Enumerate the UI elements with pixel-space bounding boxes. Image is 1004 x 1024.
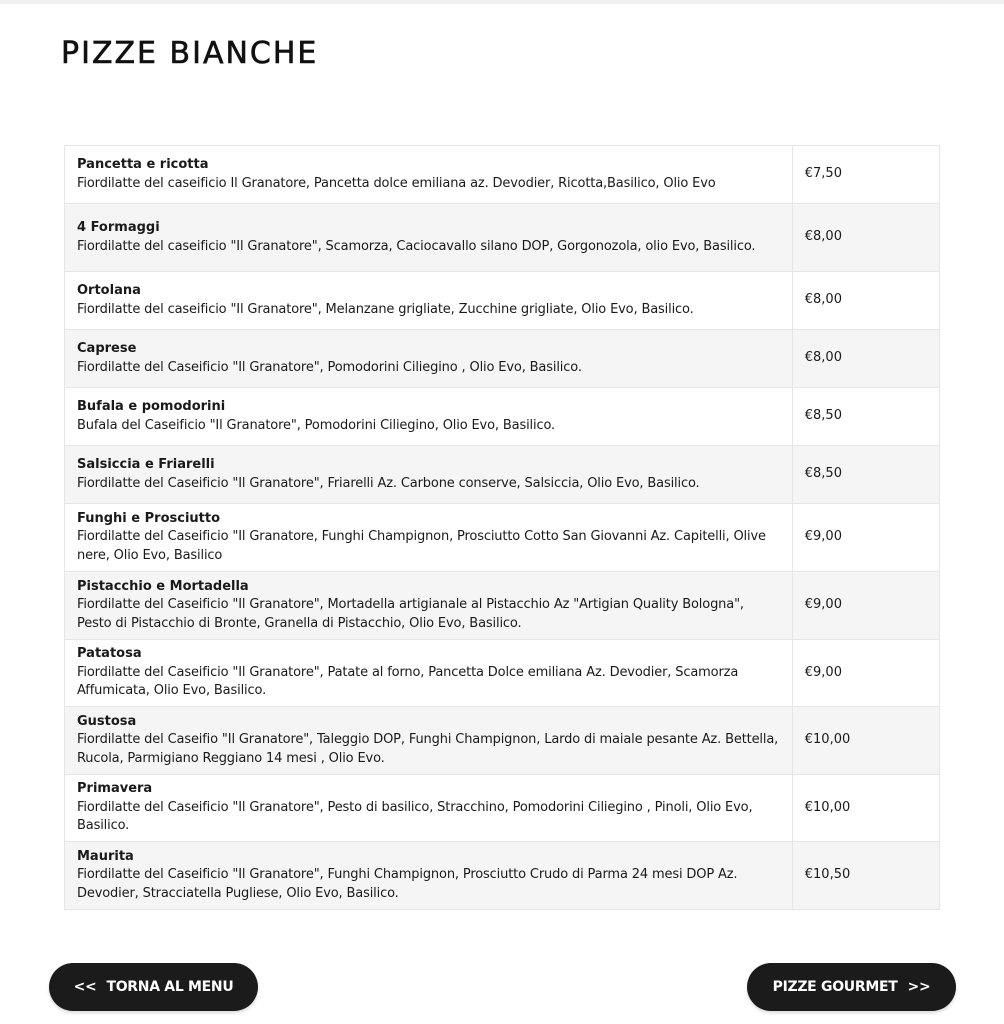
item-description: Fiordilatte del Caseificio "Il Granatore", Friarelli Az. Carbone conserve, Salsiccia, Olio Evo, Basilico. — [77, 475, 700, 491]
page-title: PIZZE BIANCHE — [61, 36, 319, 71]
item-name: Caprese — [77, 341, 137, 356]
item-description: Fiordilatte del caseificio Il Granatore, Pancetta dolce emiliana az. Devodier, Ricotta,Basilico, Olio Evo — [77, 175, 716, 191]
item-price: €8,00 — [792, 204, 939, 272]
item-name: Salsiccia e Friarelli — [77, 457, 215, 472]
table-row — [65, 775, 940, 842]
table-row — [65, 330, 940, 388]
table-row — [65, 707, 940, 775]
item-name: 4 Formaggi — [77, 220, 160, 235]
item-name: Gustosa — [77, 713, 137, 729]
item-price: €8,50 — [792, 388, 939, 446]
item-name: Maurita — [77, 848, 134, 864]
double-chevron-left-icon: << — [73, 979, 97, 995]
item-description: Fiordilatte del Caseificio "Il Granatore", Patate al forno, Pancetta Dolce emiliana Az. Devodier, Scamorza Affumicata, Olio Evo, Basilico. — [77, 664, 739, 699]
item-price: €10,50 — [792, 842, 939, 910]
table-row — [65, 446, 940, 504]
item-name: Patatosa — [77, 646, 142, 662]
item-description: Fiordilatte del caseificio "Il Granatore", Scamorza, Caciocavallo silano DOP, Gorgonozola, olio Evo, Basilico. — [77, 238, 756, 254]
item-name: Funghi e Prosciutto — [77, 510, 221, 526]
item-name: Bufala e pomodorini — [77, 399, 226, 414]
item-cell — [65, 842, 793, 910]
table-row — [65, 146, 940, 204]
item-name: Pancetta e ricotta — [77, 157, 209, 172]
item-description: Fiordilatte del Caseificio "Il Granatore, Funghi Champignon, Prosciutto Cotto San Giovanni Az. Capitelli, Olive nere, Olio Evo, Basilico — [77, 529, 766, 563]
item-price: €8,00 — [792, 330, 939, 388]
item-cell — [65, 504, 793, 572]
table-row — [65, 572, 940, 640]
item-cell — [65, 640, 793, 707]
item-name: Primavera — [77, 781, 153, 797]
item-price: €7,50 — [792, 146, 939, 204]
item-cell — [65, 146, 793, 204]
item-cell — [65, 204, 793, 272]
table-row — [65, 204, 940, 272]
back-to-menu-label: TORNA AL MENU — [106, 979, 234, 995]
item-price: €9,00 — [792, 504, 939, 572]
item-description: Bufala del Caseificio "Il Granatore", Pomodorini Ciliegino, Olio Evo, Basilico. — [77, 417, 556, 433]
item-price: €9,00 — [792, 572, 939, 640]
item-cell — [65, 388, 793, 446]
item-description: Fiordilatte del Caseifio "Il Granatore", Taleggio DOP, Funghi Champignon, Lardo di maiale pesante Az. Bettella, Rucola, Parmigiano Reggiano 14 mesi , Olio Evo. — [77, 732, 779, 766]
item-cell — [65, 446, 793, 504]
item-description: Fiordilatte del Caseificio "Il Granatore", Pesto di basilico, Stracchino, Pomodorini Ciliegino , Pinoli, Olio Evo, Basilico. — [77, 799, 753, 834]
item-price: €8,00 — [792, 272, 939, 330]
double-chevron-right-icon: >> — [907, 979, 931, 995]
item-description: Fiordilatte del caseificio "Il Granatore", Melanzane grigliate, Zucchine grigliate, Olio Evo, Basilico. — [77, 301, 694, 317]
table-row — [65, 504, 940, 572]
item-name: Ortolana — [77, 283, 141, 298]
item-cell — [65, 572, 793, 640]
item-description: Fiordilatte del Caseificio "Il Granatore", Mortadella artigianale al Pistacchio Az "Artigian Quality Bologna", Pesto di Pistacchio di Bronte, Granella di Pistacchio, Olio Evo, Basilico. — [77, 597, 744, 631]
top-divider — [0, 0, 1004, 4]
pizze-gourmet-label: PIZZE GOURMET — [772, 979, 898, 995]
item-name: Pistacchio e Mortadella — [77, 578, 249, 594]
item-price: €9,00 — [792, 640, 939, 707]
table-row — [65, 272, 940, 330]
item-price: €8,50 — [792, 446, 939, 504]
back-to-menu-button[interactable] — [49, 963, 258, 1011]
table-row — [65, 640, 940, 707]
table-row — [65, 842, 940, 910]
item-description: Fiordilatte del Caseificio "Il Granatore", Funghi Champignon, Prosciutto Crudo di Parma 24 mesi DOP Az. Devodier, Stracciatella Pugliese, Olio Evo, Basilico. — [77, 867, 738, 901]
item-cell — [65, 272, 793, 330]
item-price: €10,00 — [792, 707, 939, 775]
table-row — [65, 388, 940, 446]
item-cell — [65, 707, 793, 775]
item-cell — [65, 330, 793, 388]
item-description: Fiordilatte del Caseificio "Il Granatore", Pomodorini Ciliegino , Olio Evo, Basilico. — [77, 359, 582, 375]
pizze-gourmet-button[interactable] — [747, 963, 956, 1011]
pizza-menu-table — [64, 145, 940, 910]
item-cell — [65, 775, 793, 842]
item-price: €10,00 — [792, 775, 939, 842]
